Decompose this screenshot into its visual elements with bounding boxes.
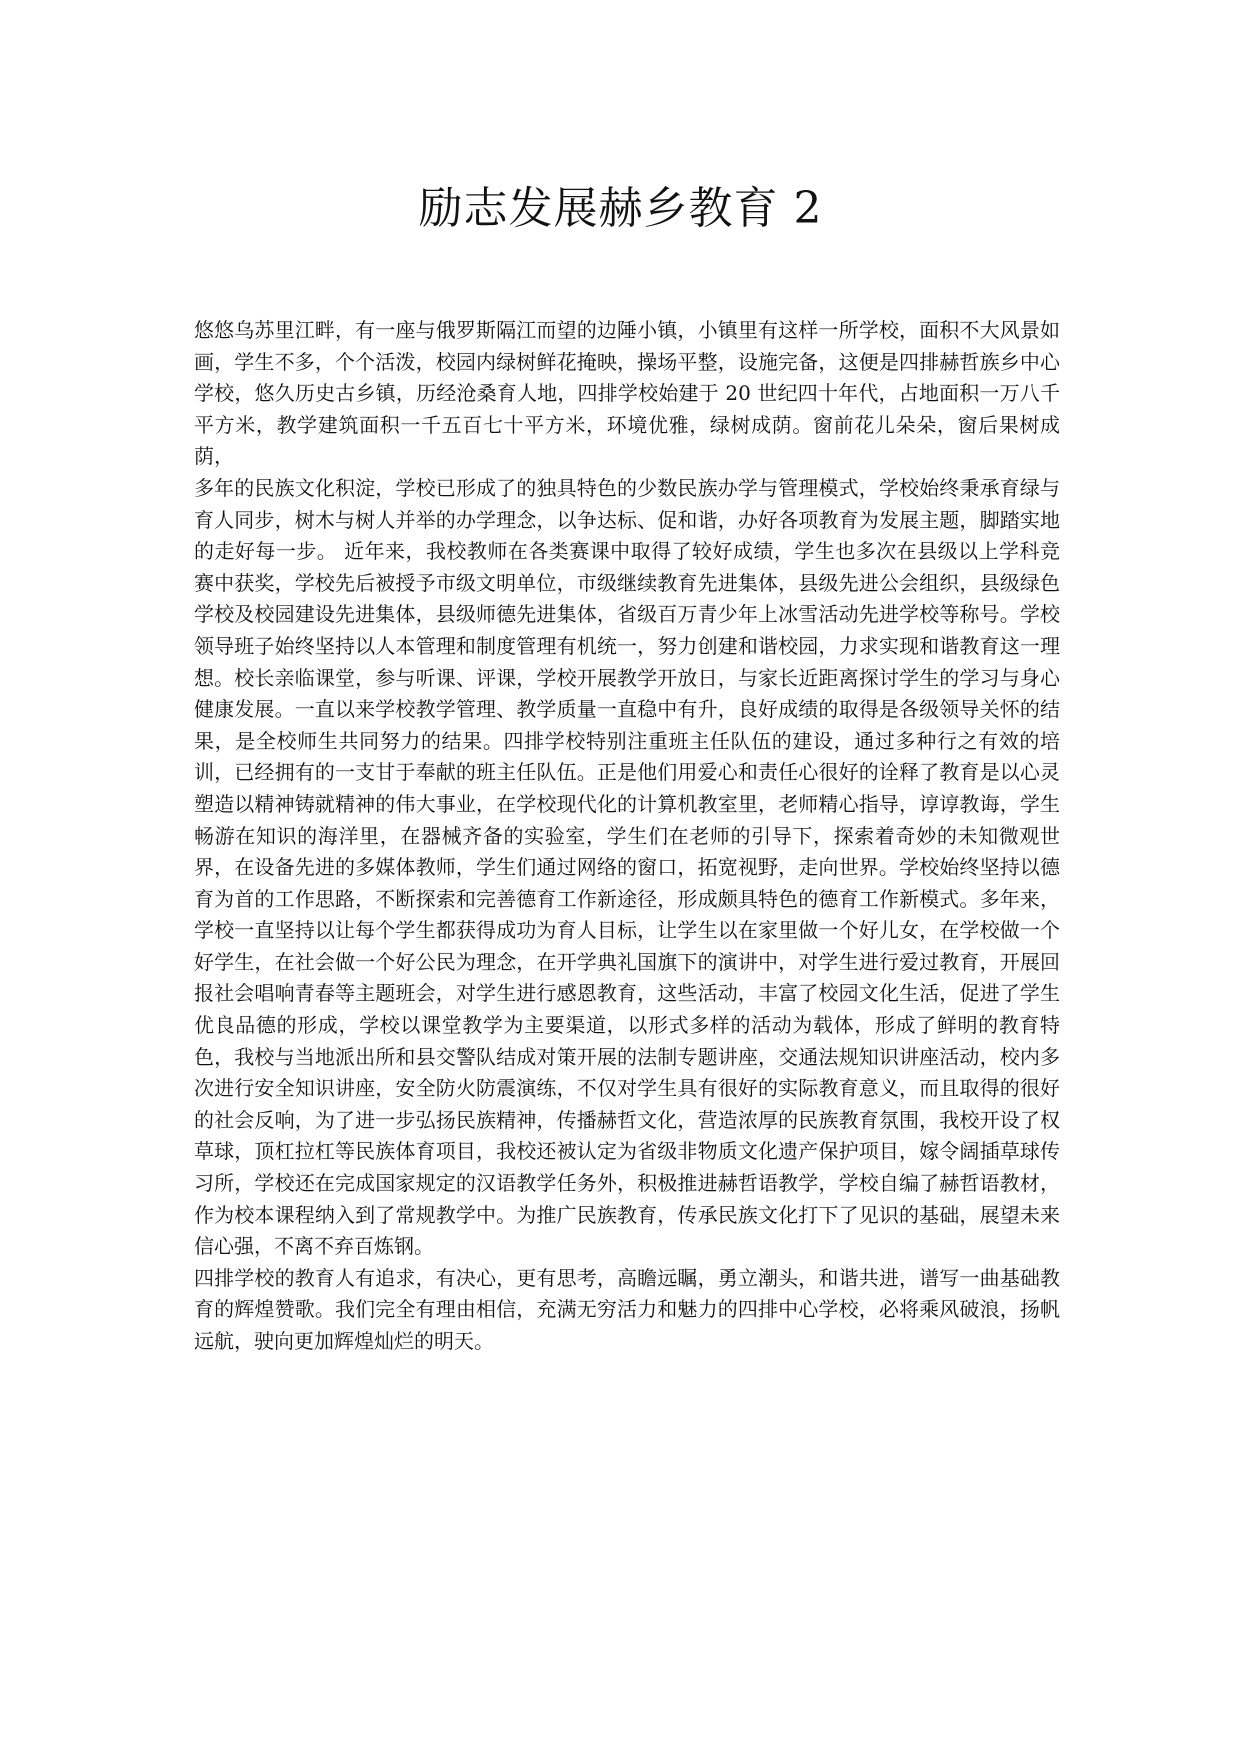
body-paragraph-2: 多年的民族文化积淀，学校已形成了的独具特色的少数民族办学与管理模式，学校始终秉承育绿与育人同步，树木与树人并举的办学理念，以争达标、促和谐，办好各项教育为发展主题，脚踏实地的走好每一步。 近年来，我校教师在各类赛课中取得了较好成绩，学生也多次在县级以上学科竞赛中获奖，学校先后被授予市级文明单位，市级继续教育先进集体，县级先进公会组织，县级绿色学校及校园建设先进集体，县级师德先进集体，省级百万青少年上冰雪活动先进学校等称号。学校领导班子始终坚持以人本管理和制度管理有机统一，努力创建和谐校园，力求实现和谐教育这一理想。校长亲临课堂，参与听课、评课，学校开展教学开放日，与家长近距离探讨学生的学习与身心健康发展。一直以来学校教学管理、教学质量一直稳中有升，良好成绩的取得是各级领导关怀的结果，是全校师生共同努力的结果。四排学校特别注重班主任队伍的建设，通过多种行之有效的培训，已经拥有的一支甘于奉献的班主任队伍。正是他们用爱心和责任心很好的诠释了教育是以心灵塑造以精神铸就精神的伟大事业，在学校现代化的计算机教室里，老师精心指导，谆谆教诲，学生畅游在知识的海洋里，在器械齐备的实验室，学生们在老师的引导下，探索着奇妙的未知微观世界，在设备先进的多媒体教师，学生们通过网络的窗口，拓宽视野，走向世界。学校始终坚持以德育为首的工作思路，不断探索和完善德育工作新途径，形成颇具特色的德育工作新模式。多年来，学校一直坚持以让每个学生都获得成功为育人目标，让学生以在家里做一个好儿女，在学校做一个好学生，在社会做一个好公民为理念，在开学典礼国旗下的演讲中，对学生进行爱过教育，开展回报社会唱响青春等主题班会，对学生进行感恩教育，这些活动，丰富了校园文化生活，促进了学生优良品德的形成，学校以课堂教学为主要渠道，以形式多样的活动为载体，形成了鲜明的教育特色，我校与当地派出所和县交警队结成对策开展的法制专题讲座，交通法规知识讲座活动，校内多次进行安全知识讲座，安全防火防震演练，不仅对学生具有很好的实际教育意义，而且取得的很好的社会反响，为了进一步弘扬民族精神，传播赫哲文化，营造浓厚的民族教育氛围，我校开设了权草球，顶杠拉杠等民族体育项目，我校还被认定为省级非物质文化遗产保护项目，嫁令阔插草球传习所，学校还在完成国家规定的汉语教学任务外，积极推进赫哲语教学，学校自编了赫哲语教材，作为校本课程纳入到了常规教学中。为推广民族教育，传承民族文化打下了见识的基础，展望未来信心强，不离不弃百炼钢。 xyxy=(194,475,1060,1259)
document-body xyxy=(194,315,1060,1358)
body-paragraph-3: 四排学校的教育人有追求，有决心，更有思考，高瞻远瞩，勇立潮头，和谐共进，谱写一曲基础教育的辉煌赞歌。我们完全有理由相信，充满无穷活力和魅力的四排中心学校，必将乘风破浪，扬帆远航，驶向更加辉煌灿烂的明天。 xyxy=(194,1265,1060,1353)
document-title: 励志发展赫乡教育 2 xyxy=(418,183,823,235)
body-paragraph-1: 悠悠乌苏里江畔，有一座与俄罗斯隔江而望的边陲小镇，小镇里有这样一所学校，面积不大风景如画，学生不多，个个活泼，校园内绿树鲜花掩映，操场平整，设施完备，这便是四排赫哲族乡中心学校，悠久历史古乡镇，历经沧桑育人地，四排学校始建于 20 世纪四十年代，占地面积一万八千平方米，教学建筑面积一千五百七十平方米，环境优雅，绿树成荫。窗前花儿朵朵，窗后果树成荫， xyxy=(194,318,1060,469)
